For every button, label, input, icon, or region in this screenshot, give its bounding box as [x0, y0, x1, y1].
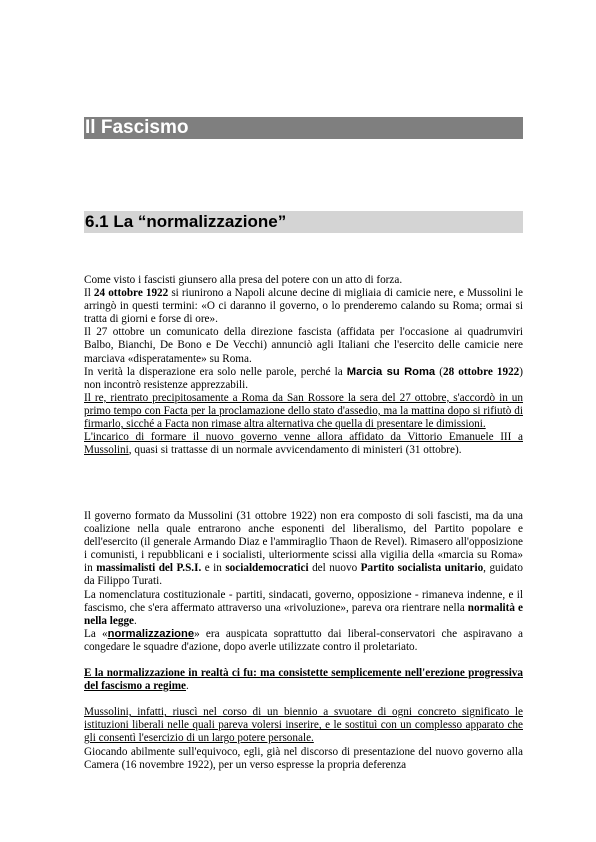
- bold-term: Partito socialista unitario: [360, 562, 484, 575]
- underlined-text: Mussolini, infatti, riuscì nel corso di un biennio a svuotare di ogni concreto significato le istituzioni liberali nelle quali pareva volersi inserire, e le sostituì con un complesso apparato che gli consentì l'esercizio di un largo potere personale.: [84, 706, 523, 745]
- text-run: (: [435, 365, 443, 378]
- text-run: , guidato da Filippo Turati.: [84, 562, 523, 588]
- text-block-2: [84, 510, 523, 772]
- paragraph-regime: [84, 667, 523, 693]
- text-run: In verità la disperazione era solo nelle parole, perché la: [84, 365, 347, 378]
- text-run: La «: [84, 627, 108, 640]
- paragraph-biennio: [84, 706, 523, 745]
- bold-term: massimalisti del P.S.I.: [96, 562, 202, 575]
- text-run: si riunirono a Napoli alcune decine di migliaia di camicie nere, e Mussolini le arringò in questi termini: «O ci daranno il governo, o lo prenderemo calando su Roma; ormai si tratta di giorni e forse di ore».: [84, 287, 523, 326]
- text-block-1: [84, 274, 523, 457]
- bold-underlined-text: E la normalizzazione in realtà ci fu: ma consistette semplicemente nell'erezione progressiva del fascismo a regime: [84, 667, 523, 693]
- bold-term: socialdemocratici: [225, 562, 309, 575]
- paragraph-governo: [84, 510, 523, 589]
- underlined-text: L'incarico di formare il nuovo governo venne allora affidato da Vittorio Emanuele III a Mussolini: [84, 431, 523, 457]
- paragraph-incarico: [84, 431, 523, 457]
- underlined-text: Il re, rientrato precipitosamente a Roma da San Rossore la sera del 27 ottobre, s'accordò in un primo tempo con Facta per la proclamazione dello stato d'assedio, ma la mattina dopo si rifiutò di firmarlo, sicché a Facta non rimase altra alternativa che quella di presentare le dimissioni.: [84, 391, 523, 431]
- text-run: ) non incontrò resistenze apprezzabili.: [84, 365, 523, 391]
- text-run: del nuovo: [308, 562, 361, 575]
- paragraph-camera: [84, 746, 523, 772]
- text-run: Il 27 ottobre un comunicato della direzione fascista (affidata per l'occasione ai quadrumviri Balbo, Bianchi, De Bono e De Vecchi) annunciò agli Italiani che l'esercito delle camicie nere marciava «disperatamente» su Roma.: [84, 326, 523, 365]
- text-run: » era auspicata soprattutto dai liberal-conservatori che aspiravano a congedare le squadre d'azione, dopo averle utilizzate contro il proletariato.: [84, 627, 523, 653]
- paragraph-normalizzazione: [84, 628, 523, 654]
- paragraph-intro: [84, 274, 523, 287]
- text-run: Il: [84, 287, 94, 300]
- date-emphasis: 24 ottobre 1922: [93, 287, 169, 300]
- text-run: La nomenclatura costituzionale - partiti, sindacati, governo, opposizione - rimaneva indenne, e il fascismo, che s'era affermato attraverso una «rivoluzione», pareva ora rientrare nella: [84, 588, 523, 614]
- chapter-heading-bar: [84, 117, 523, 139]
- text-run: .: [186, 680, 189, 693]
- paragraph-re: [84, 392, 523, 431]
- date-emphasis: 28 ottobre 1922: [442, 365, 520, 378]
- paragraph-comunicato: [84, 326, 523, 365]
- marcia-su-roma-emphasis: Marcia su Roma: [346, 365, 436, 378]
- section-title: 6.1 La “normalizzazione”: [85, 212, 287, 231]
- text-run: e in: [201, 562, 226, 575]
- paragraph-gap: [84, 654, 523, 667]
- chapter-title: Il Fascismo: [85, 117, 189, 138]
- paragraph-marcia: [84, 366, 523, 392]
- section-heading-bar: [84, 211, 523, 233]
- paragraph-nomenclatura: [84, 589, 523, 628]
- paragraph-gap: [84, 693, 523, 706]
- bold-term: normalità e nella legge: [84, 601, 523, 627]
- intro-text: Come visto i fascisti giunsero alla presa del potere con un atto di forza.: [84, 274, 403, 286]
- text-run: , quasi si trattasse di un normale avvicendamento di ministeri (31 ottobre).: [128, 444, 462, 457]
- text-run: .: [134, 614, 137, 627]
- normalizzazione-emphasis: normalizzazione: [107, 627, 195, 640]
- text-run: Giocando abilmente sull'equivoco, egli, già nel discorso di presentazione del nuovo governo alla Camera (16 novembre 1922), per un verso espresse la propria deferenza: [84, 745, 523, 771]
- paragraph-napoli: [84, 287, 523, 326]
- text-run: Il governo formato da Mussolini (31 ottobre 1922) non era composto di soli fascisti, ma da una coalizione nella quale entrarono anche esponenti del liberalismo, del Partito popolare e dell'esercito (il generale Armando Diaz e l'ammiraglio Thaon de Revel). Rimasero all'opposizione i comunisti, i repubblicani e i socialisti, ulteriormente scissi alla vigilia della «marcia su Roma» in: [84, 510, 523, 575]
